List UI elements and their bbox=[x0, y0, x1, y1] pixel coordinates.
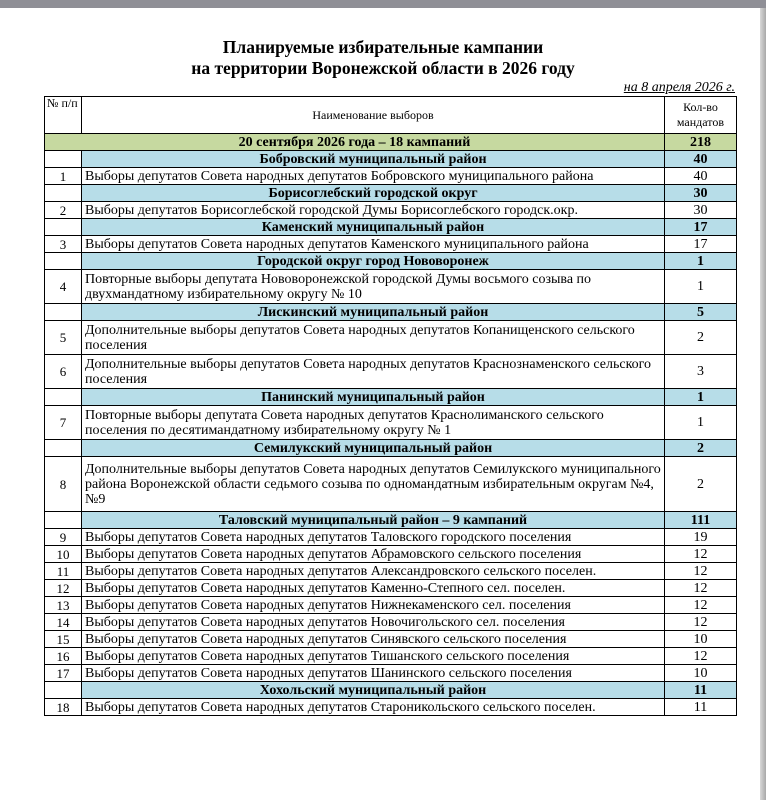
election-row bbox=[45, 406, 737, 440]
election-number: 11 bbox=[45, 563, 82, 580]
election-row bbox=[45, 614, 737, 631]
district-total: 11 bbox=[665, 682, 737, 699]
document-date: на 8 апреля 2026 г. bbox=[623, 80, 735, 95]
election-mandates: 12 bbox=[665, 614, 737, 631]
election-number: 6 bbox=[45, 355, 82, 389]
election-mandates: 17 bbox=[665, 236, 737, 253]
total-value: 218 bbox=[665, 134, 737, 151]
election-row bbox=[45, 529, 737, 546]
election-mandates: 10 bbox=[665, 665, 737, 682]
district-header-spacer bbox=[45, 512, 82, 529]
election-row bbox=[45, 699, 737, 716]
district-title: Бобровский муниципальный район bbox=[82, 151, 665, 168]
total-row bbox=[45, 134, 737, 151]
election-number: 15 bbox=[45, 631, 82, 648]
district-total: 1 bbox=[665, 253, 737, 270]
election-mandates: 40 bbox=[665, 168, 737, 185]
header-name: Наименование выборов bbox=[82, 97, 665, 134]
election-name: Выборы депутатов Совета народных депутатов Бобровского муниципального района bbox=[82, 168, 665, 185]
district-header-row bbox=[45, 440, 737, 457]
district-header-row bbox=[45, 682, 737, 699]
district-total: 5 bbox=[665, 304, 737, 321]
election-name: Выборы депутатов Совета народных депутатов Нижнекаменского сел. поселения bbox=[82, 597, 665, 614]
election-mandates: 10 bbox=[665, 631, 737, 648]
district-total: 40 bbox=[665, 151, 737, 168]
district-header-spacer bbox=[45, 682, 82, 699]
election-number: 16 bbox=[45, 648, 82, 665]
election-name: Повторные выборы депутата Совета народных депутатов Краснолиманского сельского поселения по десятимандатному избирательному округу № 1 bbox=[82, 406, 665, 440]
election-number: 2 bbox=[45, 202, 82, 219]
election-number: 7 bbox=[45, 406, 82, 440]
election-number: 5 bbox=[45, 321, 82, 355]
election-name: Выборы депутатов Совета народных депутатов Каменского муниципального района bbox=[82, 236, 665, 253]
district-title: Таловский муниципальный район – 9 кампаний bbox=[82, 512, 665, 529]
district-title: Борисоглебский городской округ bbox=[82, 185, 665, 202]
election-number: 8 bbox=[45, 457, 82, 512]
window-top-bar bbox=[0, 0, 766, 8]
district-header-spacer bbox=[45, 151, 82, 168]
election-name: Выборы депутатов Совета народных депутатов Абрамовского сельского поселения bbox=[82, 546, 665, 563]
election-number: 13 bbox=[45, 597, 82, 614]
election-row bbox=[45, 202, 737, 219]
election-name: Выборы депутатов Совета народных депутатов Александровского сельского поселен. bbox=[82, 563, 665, 580]
election-row bbox=[45, 270, 737, 304]
district-header-spacer bbox=[45, 440, 82, 457]
election-number: 9 bbox=[45, 529, 82, 546]
header-num: № п/п bbox=[45, 97, 82, 134]
election-mandates: 1 bbox=[665, 406, 737, 440]
district-header-spacer bbox=[45, 304, 82, 321]
district-header-row bbox=[45, 512, 737, 529]
election-name: Повторные выборы депутата Нововоронежской городской Думы восьмого созыва по двухмандатному избирательному округу № 10 bbox=[82, 270, 665, 304]
election-name: Дополнительные выборы депутатов Совета народных депутатов Семилукского муниципального района Воронежской области седьмого созыва по одномандатным избирательным округам №4, №9 bbox=[82, 457, 665, 512]
district-title: Семилукский муниципальный район bbox=[82, 440, 665, 457]
election-number: 4 bbox=[45, 270, 82, 304]
district-title: Лискинский муниципальный район bbox=[82, 304, 665, 321]
election-mandates: 12 bbox=[665, 546, 737, 563]
election-row bbox=[45, 355, 737, 389]
election-row bbox=[45, 457, 737, 512]
election-row bbox=[45, 168, 737, 185]
district-title: Хохольский муниципальный район bbox=[82, 682, 665, 699]
election-name: Выборы депутатов Совета народных депутатов Таловского городского поселения bbox=[82, 529, 665, 546]
district-total: 2 bbox=[665, 440, 737, 457]
election-name: Выборы депутатов Совета народных депутатов Каменно-Степного сел. поселен. bbox=[82, 580, 665, 597]
total-label: 20 сентября 2026 года – 18 кампаний bbox=[45, 134, 665, 151]
election-name: Выборы депутатов Совета народных депутатов Староникольского сельского поселен. bbox=[82, 699, 665, 716]
district-total: 17 bbox=[665, 219, 737, 236]
election-mandates: 12 bbox=[665, 563, 737, 580]
election-row bbox=[45, 321, 737, 355]
election-name: Выборы депутатов Борисоглебской городской Думы Борисоглебского городск.окр. bbox=[82, 202, 665, 219]
election-name: Выборы депутатов Совета народных депутатов Шанинского сельского поселения bbox=[82, 665, 665, 682]
election-row bbox=[45, 236, 737, 253]
election-number: 14 bbox=[45, 614, 82, 631]
election-mandates: 1 bbox=[665, 270, 737, 304]
district-header-row bbox=[45, 185, 737, 202]
election-row bbox=[45, 580, 737, 597]
district-header-row bbox=[45, 304, 737, 321]
election-name: Выборы депутатов Совета народных депутатов Тишанского сельского поселения bbox=[82, 648, 665, 665]
election-number: 12 bbox=[45, 580, 82, 597]
page-edge-shadow bbox=[760, 8, 766, 800]
header-count: Кол-во мандатов bbox=[665, 97, 737, 134]
election-number: 3 bbox=[45, 236, 82, 253]
election-mandates: 2 bbox=[665, 321, 737, 355]
election-mandates: 30 bbox=[665, 202, 737, 219]
district-header-row bbox=[45, 253, 737, 270]
campaigns-table bbox=[44, 96, 737, 716]
election-mandates: 3 bbox=[665, 355, 737, 389]
election-mandates: 12 bbox=[665, 648, 737, 665]
district-title: Каменский муниципальный район bbox=[82, 219, 665, 236]
election-mandates: 11 bbox=[665, 699, 737, 716]
district-header-spacer bbox=[45, 185, 82, 202]
election-row bbox=[45, 546, 737, 563]
election-mandates: 2 bbox=[665, 457, 737, 512]
document-title-line1: Планируемые избирательные кампании bbox=[222, 37, 544, 57]
district-header-row bbox=[45, 151, 737, 168]
district-total: 111 bbox=[665, 512, 737, 529]
district-title: Городской округ город Нововоронеж bbox=[82, 253, 665, 270]
election-mandates: 12 bbox=[665, 597, 737, 614]
election-number: 18 bbox=[45, 699, 82, 716]
document-title-line2: на территории Воронежской области в 2026 году bbox=[191, 58, 575, 78]
district-header-spacer bbox=[45, 253, 82, 270]
district-header-row bbox=[45, 389, 737, 406]
district-total: 1 bbox=[665, 389, 737, 406]
election-number: 1 bbox=[45, 168, 82, 185]
district-title: Панинский муниципальный район bbox=[82, 389, 665, 406]
election-mandates: 19 bbox=[665, 529, 737, 546]
election-name: Дополнительные выборы депутатов Совета народных депутатов Краснознаменского сельского поселения bbox=[82, 355, 665, 389]
election-row bbox=[45, 597, 737, 614]
district-header-row bbox=[45, 219, 737, 236]
election-mandates: 12 bbox=[665, 580, 737, 597]
election-number: 10 bbox=[45, 546, 82, 563]
election-name: Выборы депутатов Совета народных депутатов Синявского сельского поселения bbox=[82, 631, 665, 648]
election-row bbox=[45, 665, 737, 682]
election-row bbox=[45, 648, 737, 665]
district-header-spacer bbox=[45, 389, 82, 406]
district-header-spacer bbox=[45, 219, 82, 236]
election-number: 17 bbox=[45, 665, 82, 682]
election-row bbox=[45, 631, 737, 648]
election-name: Дополнительные выборы депутатов Совета народных депутатов Копанищенского сельского поселения bbox=[82, 321, 665, 355]
election-row bbox=[45, 563, 737, 580]
election-name: Выборы депутатов Совета народных депутатов Новочигольского сел. поселения bbox=[82, 614, 665, 631]
district-total: 30 bbox=[665, 185, 737, 202]
